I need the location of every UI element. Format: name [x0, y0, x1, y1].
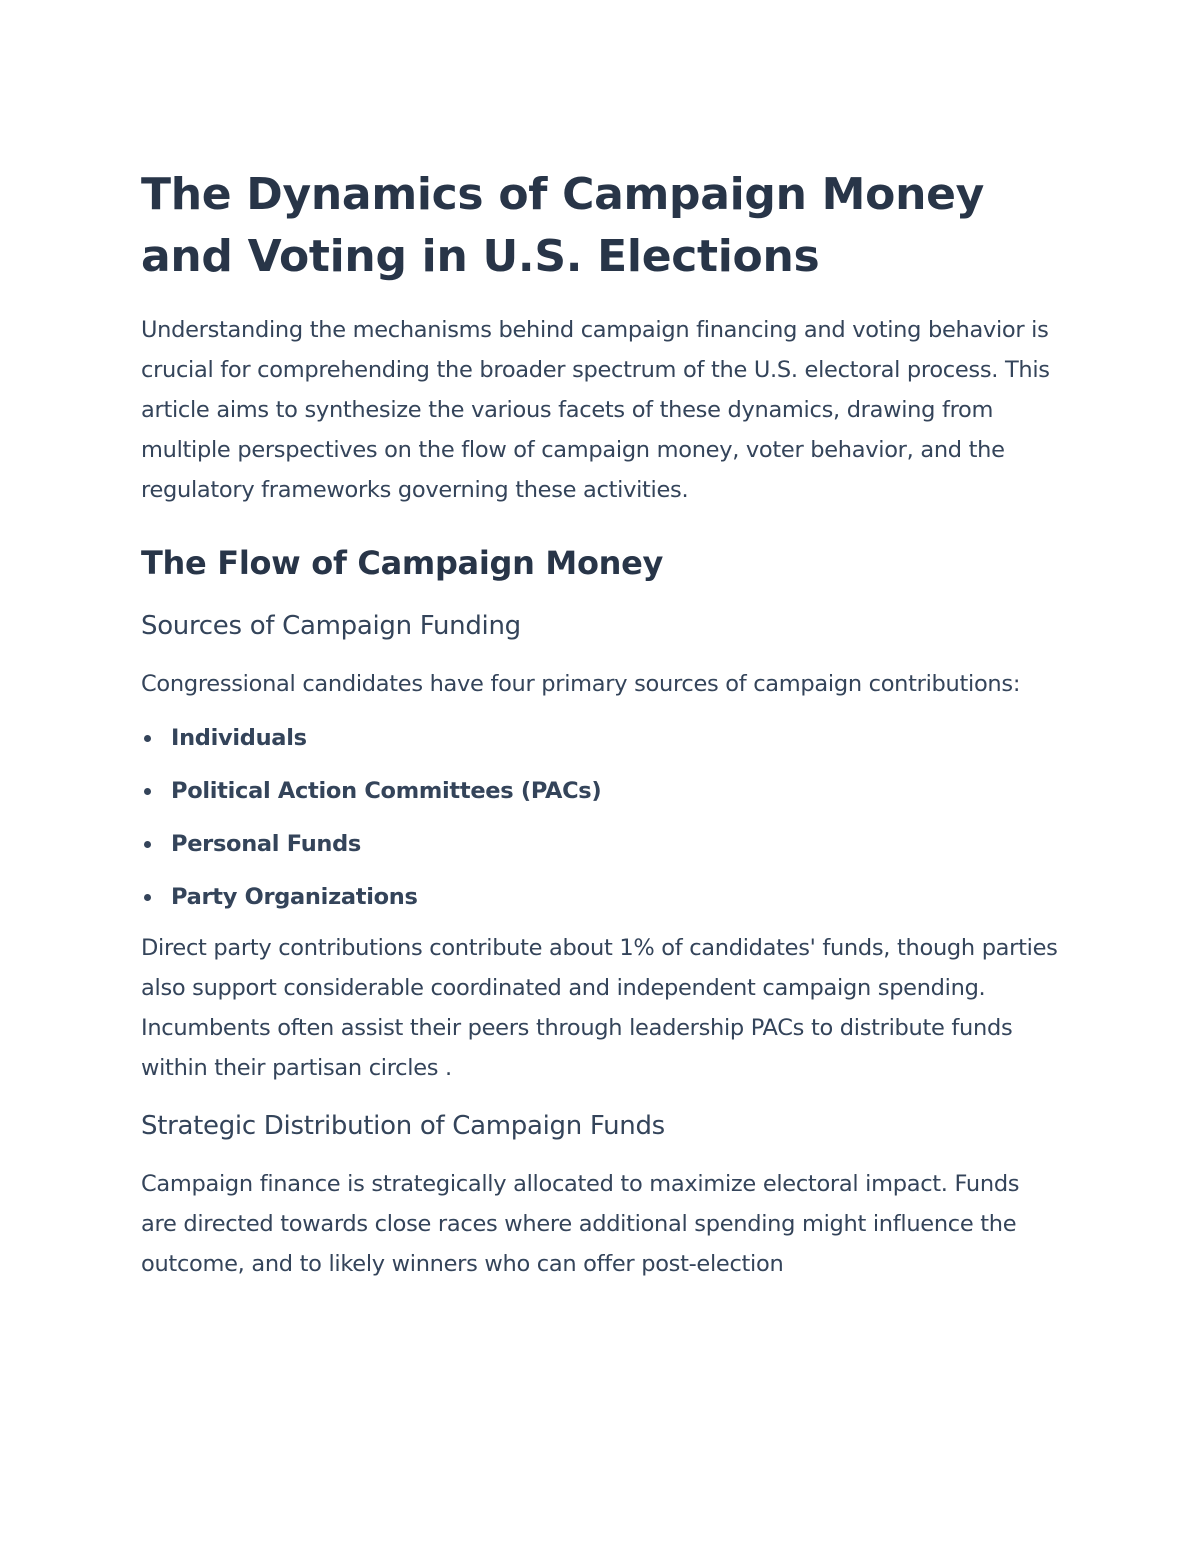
- list-item-label: Individuals: [171, 725, 307, 751]
- bullet-icon: [144, 841, 151, 848]
- section-heading-flow-of-money: The Flow of Campaign Money: [141, 544, 664, 582]
- document-page: [141, 164, 1061, 1284]
- strategic-distribution-paragraph: Campaign finance is strategically allocated to maximize electoral impact. Funds are directed towards close races where additional spending might influence the outcome, and to likely winners who can offer post-election: [141, 1171, 1020, 1277]
- list-item: [141, 871, 1061, 924]
- funding-sources-list: [141, 712, 1061, 924]
- bullet-icon: [144, 735, 151, 742]
- bullet-icon: [144, 894, 151, 901]
- intro-paragraph: Understanding the mechanisms behind campaign financing and voting behavior is crucial for comprehending the broader spectrum of the U.S. electoral process. This article aims to synthesize the various facets of these dynamics, drawing from multiple perspectives on the flow of campaign money, voter behavior, and the regulatory frameworks governing these activities.: [141, 317, 1050, 503]
- sources-lead-paragraph: Congressional candidates have four primary sources of campaign contributions:: [141, 671, 1021, 697]
- subheading-strategic-distribution: Strategic Distribution of Campaign Funds: [141, 1111, 665, 1141]
- list-item-label: Personal Funds: [171, 831, 362, 857]
- bullet-icon: [144, 788, 151, 795]
- list-item-label: Political Action Committees (PACs): [171, 778, 602, 804]
- list-item: [141, 765, 1061, 818]
- subheading-sources-of-funding: Sources of Campaign Funding: [141, 611, 521, 641]
- list-item-label: Party Organizations: [171, 884, 418, 910]
- list-item: [141, 818, 1061, 871]
- party-contributions-paragraph: Direct party contributions contribute about 1% of candidates' funds, though parties also support considerable coordinated and independent campaign spending. Incumbents often assist their peers through leadership PACs to distribute funds within their partisan circles .: [141, 935, 1058, 1081]
- article-title: The Dynamics of Campaign Money and Voting in U.S. Elections: [141, 169, 985, 282]
- list-item: [141, 712, 1061, 765]
